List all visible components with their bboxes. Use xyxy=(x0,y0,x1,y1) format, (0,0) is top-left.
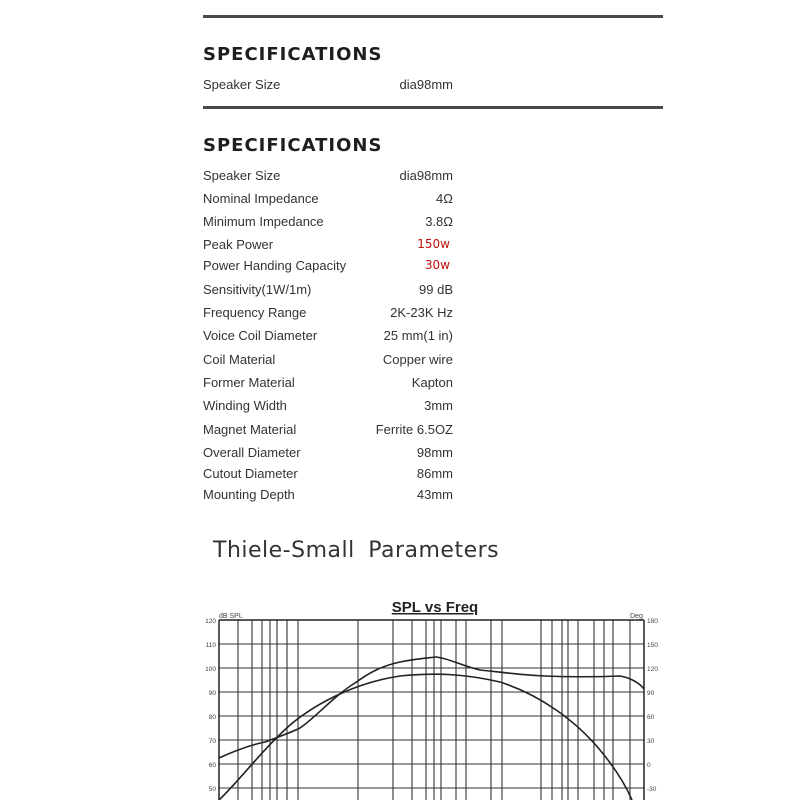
spec-label: Magnet Material xyxy=(203,422,297,437)
spec-label: Mounting Depth xyxy=(203,487,295,502)
spec-label: Sensitivity(1W/1m) xyxy=(203,282,312,297)
left-tick-label: 110 xyxy=(205,642,216,649)
spec-value: 2K-23K Hz xyxy=(390,305,453,320)
spec-value: 43mm xyxy=(416,487,453,502)
spec-row xyxy=(203,214,453,234)
spec-label: Speaker Size xyxy=(203,168,281,183)
spec-value: 99 dB xyxy=(419,282,453,297)
spec-value: 25 mm(1 in) xyxy=(383,328,453,343)
spec-row xyxy=(203,237,453,257)
graph-left-axis-label: dB SPL xyxy=(219,613,243,620)
spec-row xyxy=(203,375,453,395)
specifications-heading-short: SPECIFICATIONS xyxy=(203,44,383,65)
spec-label: Winding Width xyxy=(203,398,287,413)
spec-value: dia98mm xyxy=(399,168,453,183)
spec-label: Voice Coil Diameter xyxy=(203,328,318,343)
spec-value: 98mm xyxy=(416,445,453,460)
spec-value-highlight: 150w xyxy=(417,237,450,251)
spec-value: dia98mm xyxy=(399,77,453,92)
left-tick-label: 70 xyxy=(208,738,216,745)
spec-value: 86mm xyxy=(416,466,453,481)
spec-row xyxy=(203,168,453,188)
left-tick-label: 80 xyxy=(208,714,216,721)
spec-row xyxy=(203,352,453,372)
spec-value: Ferrite 6.5OZ xyxy=(375,422,453,437)
right-tick-label: -30 xyxy=(647,786,657,793)
spec-row xyxy=(203,258,453,278)
spec-row xyxy=(203,487,453,507)
spec-row xyxy=(203,328,453,348)
spec-label: Cutout Diameter xyxy=(203,466,298,481)
spec-row-speaker-size-short xyxy=(203,77,453,97)
spec-label: Minimum Impedance xyxy=(203,214,324,229)
top-rule xyxy=(203,15,663,18)
specifications-heading-full: SPECIFICATIONS xyxy=(203,135,383,156)
thiele-small-title: Thiele-Small Parameters xyxy=(213,538,500,563)
graph-right-axis-label: Deg xyxy=(630,613,643,620)
left-tick-label: 100 xyxy=(205,666,216,673)
spec-label: Coil Material xyxy=(203,352,276,367)
right-tick-label: 0 xyxy=(647,762,651,769)
graph-title: SPL vs Freq xyxy=(391,599,479,616)
spl-vs-freq-graph xyxy=(0,590,800,800)
spec-row xyxy=(203,398,453,418)
spec-value: 3.8Ω xyxy=(425,214,453,229)
right-tick-label: 60 xyxy=(647,714,655,721)
right-tick-label: 150 xyxy=(647,642,658,649)
spec-label: Power Handing Capacity xyxy=(203,258,347,273)
left-tick-label: 60 xyxy=(208,762,216,769)
spec-label: Frequency Range xyxy=(203,305,307,320)
spec-row xyxy=(203,445,453,465)
spec-value: 4Ω xyxy=(436,191,453,206)
left-tick-label: 120 xyxy=(205,618,216,625)
spec-row xyxy=(203,191,453,211)
left-tick-label: 50 xyxy=(208,786,216,793)
right-tick-label: 30 xyxy=(647,738,655,745)
spec-row xyxy=(203,282,453,302)
right-tick-label: 180 xyxy=(647,618,658,625)
spec-value: Kapton xyxy=(411,375,453,390)
right-tick-label: 120 xyxy=(647,666,658,673)
spec-row xyxy=(203,466,453,486)
left-tick-label: 90 xyxy=(208,690,216,697)
spec-label: Former Material xyxy=(203,375,295,390)
spec-value: 3mm xyxy=(424,398,453,413)
graph-ticks xyxy=(205,618,658,800)
middle-rule xyxy=(203,106,663,109)
spec-label: Nominal Impedance xyxy=(203,191,319,206)
spec-label: Peak Power xyxy=(203,237,274,252)
spec-row xyxy=(203,305,453,325)
spl-curve xyxy=(219,657,644,758)
spec-value: Copper wire xyxy=(382,352,453,367)
graph-grid xyxy=(219,620,644,800)
spec-label: Speaker Size xyxy=(203,77,281,92)
spec-label: Overall Diameter xyxy=(203,445,301,460)
spec-value-highlight: 30w xyxy=(424,258,450,272)
right-tick-label: 90 xyxy=(647,690,655,697)
spec-row xyxy=(203,422,453,442)
